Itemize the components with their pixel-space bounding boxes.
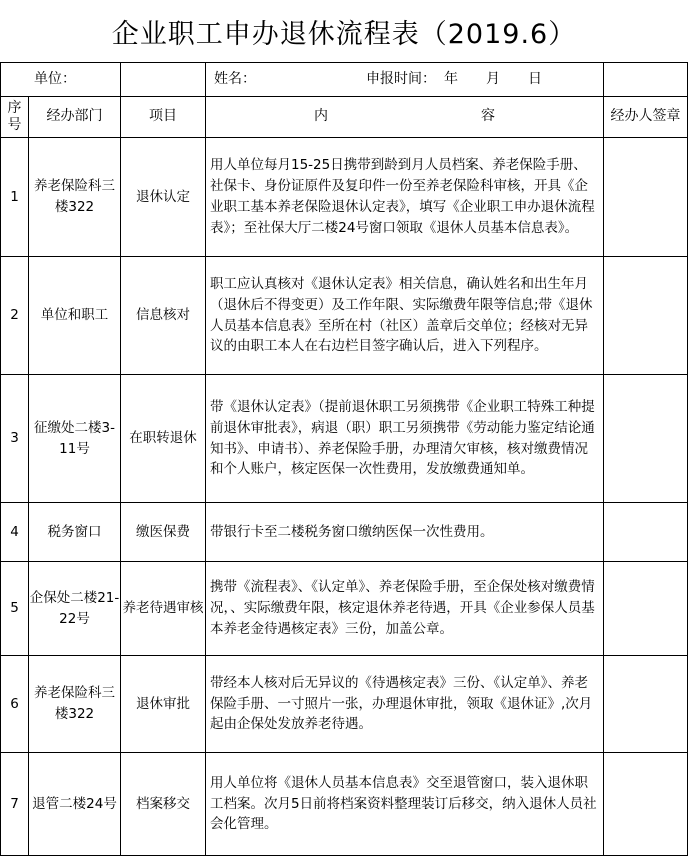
row-content: 带银行卡至二楼税务窗口缴纳医保一次性费用。 xyxy=(206,503,604,562)
row-signature-cell[interactable] xyxy=(604,753,688,856)
month-label: 月 xyxy=(486,70,500,87)
table-row xyxy=(1,753,688,856)
name-label: 姓名： xyxy=(214,70,256,87)
row-signature-cell[interactable] xyxy=(604,503,688,562)
row-item: 退休认定 xyxy=(121,138,206,257)
row-dept: 退管二楼24号 xyxy=(29,753,121,856)
row-signature-cell[interactable] xyxy=(604,656,688,753)
row-seq: 5 xyxy=(1,562,29,656)
flow-table xyxy=(0,62,688,856)
row-seq: 1 xyxy=(1,138,29,257)
table-row xyxy=(1,257,688,375)
row-item: 退休审批 xyxy=(121,656,206,753)
row-dept: 征缴处二楼3-11号 xyxy=(29,375,121,503)
col-header-content-right: 容 xyxy=(481,108,495,125)
row-content: 携带《流程表》、《认定单》、养老保险手册，至企保处核对缴费情况，、实际缴费年限，核定退休养老待遇，开具《企业参保人员基本养老金待遇核定表》三份，加盖公章。 xyxy=(206,562,604,656)
row-seq: 6 xyxy=(1,656,29,753)
row-seq: 7 xyxy=(1,753,29,856)
col-header-dept: 经办部门 xyxy=(29,97,121,138)
row-item: 缴医保费 xyxy=(121,503,206,562)
row-signature-cell[interactable] xyxy=(604,562,688,656)
col-header-seq: 序号 xyxy=(1,97,29,138)
col-header-signature: 经办人签章 xyxy=(604,97,688,138)
row-seq: 2 xyxy=(1,257,29,375)
date-label: 申报时间： xyxy=(366,70,436,87)
row-signature-cell[interactable] xyxy=(604,257,688,375)
header-info-row xyxy=(1,63,688,97)
table-row xyxy=(1,562,688,656)
row-item: 养老待遇审核 xyxy=(121,562,206,656)
row-item: 信息核对 xyxy=(121,257,206,375)
row-dept: 养老保险科三楼322 xyxy=(29,656,121,753)
row-seq: 4 xyxy=(1,503,29,562)
row-signature-cell[interactable] xyxy=(604,375,688,503)
row-item: 档案移交 xyxy=(121,753,206,856)
unit-label: 单位： xyxy=(1,63,121,97)
col-header-content-left: 内 xyxy=(314,108,328,125)
row-signature-cell[interactable] xyxy=(604,138,688,257)
year-label: 年 xyxy=(444,70,458,87)
table-row xyxy=(1,656,688,753)
col-header-item: 项目 xyxy=(121,97,206,138)
column-header-row xyxy=(1,97,688,138)
row-seq: 3 xyxy=(1,375,29,503)
table-row xyxy=(1,138,688,257)
row-dept: 税务窗口 xyxy=(29,503,121,562)
table-row xyxy=(1,503,688,562)
header-blank-cell xyxy=(604,63,688,97)
row-content: 用人单位每月15-25日携带到龄到月人员档案、养老保险手册、社保卡、身份证原件及复印件一份至养老保险科审核，开具《企业职工基本养老保险退休认定表》，填写《企业职工申办退休流程表》；至社保大厅二楼24号窗口领取《退休人员基本信息表》。 xyxy=(206,138,604,257)
row-dept: 单位和职工 xyxy=(29,257,121,375)
row-dept: 企保处二楼21-22号 xyxy=(29,562,121,656)
row-content: 用人单位将《退休人员基本信息表》交至退管窗口，装入退休职工档案。次月5日前将档案资料整理装订后移交，纳入退休人员社会化管理。 xyxy=(206,753,604,856)
page-title: 企业职工申办退休流程表（2019.6） xyxy=(111,18,577,50)
col-header-content xyxy=(206,97,604,138)
row-dept: 养老保险科三楼322 xyxy=(29,138,121,257)
table-row xyxy=(1,375,688,503)
day-label: 日 xyxy=(528,70,542,87)
applicant-info-cell xyxy=(206,63,604,97)
row-content: 带《退休认定表》（提前退休职工另须携带《企业职工特殊工种提前退休审批表》，病退（职）职工另须携带《劳动能力鉴定结论通知书》、申请书）、养老保险手册，办理清欠审核，核对缴费情况和个人账户，核定医保一次性费用，发放缴费通知单。 xyxy=(206,375,604,503)
unit-value-cell[interactable] xyxy=(121,63,206,97)
row-content: 带经本人核对后无异议的《待遇核定表》三份、《认定单》、养老保险手册、一寸照片一张，办理退休审批，领取《退休证》,次月起由企保处发放养老待遇。 xyxy=(206,656,604,753)
row-content: 职工应认真核对《退休认定表》相关信息，确认姓名和出生年月（退休后不得变更）及工作年限、实际缴费年限等信息;带《退休人员基本信息表》至所在村（社区）盖章后交单位；经核对无异议的由职工本人在右边栏目签字确认后，进入下列程序。 xyxy=(206,257,604,375)
row-item: 在职转退休 xyxy=(121,375,206,503)
